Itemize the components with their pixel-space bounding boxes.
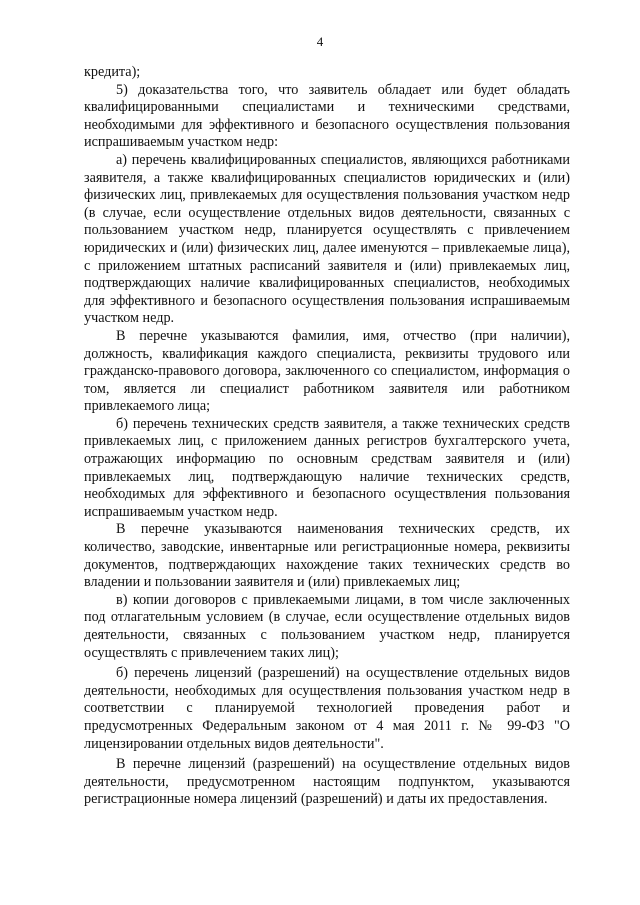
paragraph-licenses-list: б) перечень лицензий (разрешений) на осуществление отдельных видов деятельности, необходимых для осуществления пользования участком недр в соответствии с планируемой технологией проведения работ и предусмотренных Федеральным законом от 4 мая 2011 г. № 99-ФЗ "О лицензировании отдельных видов деятельности". bbox=[84, 665, 570, 752]
paragraph-equipment-list-details: В перечне указываются наименования технических средств, их количество, заводские, инвентарные или регистрационные номера, реквизиты документов, подтверждающих нахождение таких технических средств во владении и пользовании заявителя и (или) привлекаемых лиц; bbox=[84, 521, 570, 591]
document-body bbox=[84, 64, 570, 809]
paragraph-item-5: 5) доказательства того, что заявитель обладает или будет обладать квалифицированными специалистами и техническими средствами, необходимыми для эффективного и безопасного осуществления пользования испрашиваемым участком недр: bbox=[84, 81, 570, 151]
paragraph-credit-end: кредита); bbox=[84, 64, 141, 80]
page-number: 4 bbox=[316, 34, 324, 49]
paragraph-item-5b: б) перечень технических средств заявителя, а также технических средств привлекаемых лиц, с приложением данных регистров бухгалтерского учета, отражающих информацию по основным средствам заявителя и (или) привлекаемых лиц, подтверждающую наличие технических средств, необходимых для эффективного и безопасного осуществления пользования испрашиваемым участком недр. bbox=[84, 415, 570, 520]
paragraph-specialists-list-details: В перечне указываются фамилия, имя, отчество (при наличии), должность, квалификация каждого специалиста, реквизиты трудового или гражданско-правового договора, заключенного со специалистом, информация о том, является ли специалист работником заявителя или работником привлекаемого лица; bbox=[84, 327, 570, 415]
paragraph-item-5a: а) перечень квалифицированных специалистов, являющихся работниками заявителя, а также квалифицированных специалистов юридических и (или) физических лиц, привлекаемых для осуществления пользования участком недр (в случае, если осуществление отдельных видов деятельности, связанных с пользованием участком недр, планируется осуществлять с привлечением юридических и (или) физических лиц, далее именуются – привлекаемые лица), с приложением штатных расписаний заявителя и (или) привлекаемых лиц, подтверждающих наличие квалифицированных специалистов, необходимых для эффективного и безопасного осуществления пользования испрашиваемым участком недр. bbox=[84, 151, 570, 327]
paragraph-licenses-list-details: В перечне лицензий (разрешений) на осуществление отдельных видов деятельности, предусмотренном настоящим подпунктом, указываются регистрационные номера лицензий (разрешений) и даты их предоставления. bbox=[84, 756, 570, 808]
paragraph-item-5v: в) копии договоров с привлекаемыми лицами, в том числе заключенных под отлагательным условием (в случае, если осуществление отдельных видов деятельности, связанных с пользованием участком недр, планируется осуществлять с привлечением таких лиц); bbox=[84, 591, 570, 661]
